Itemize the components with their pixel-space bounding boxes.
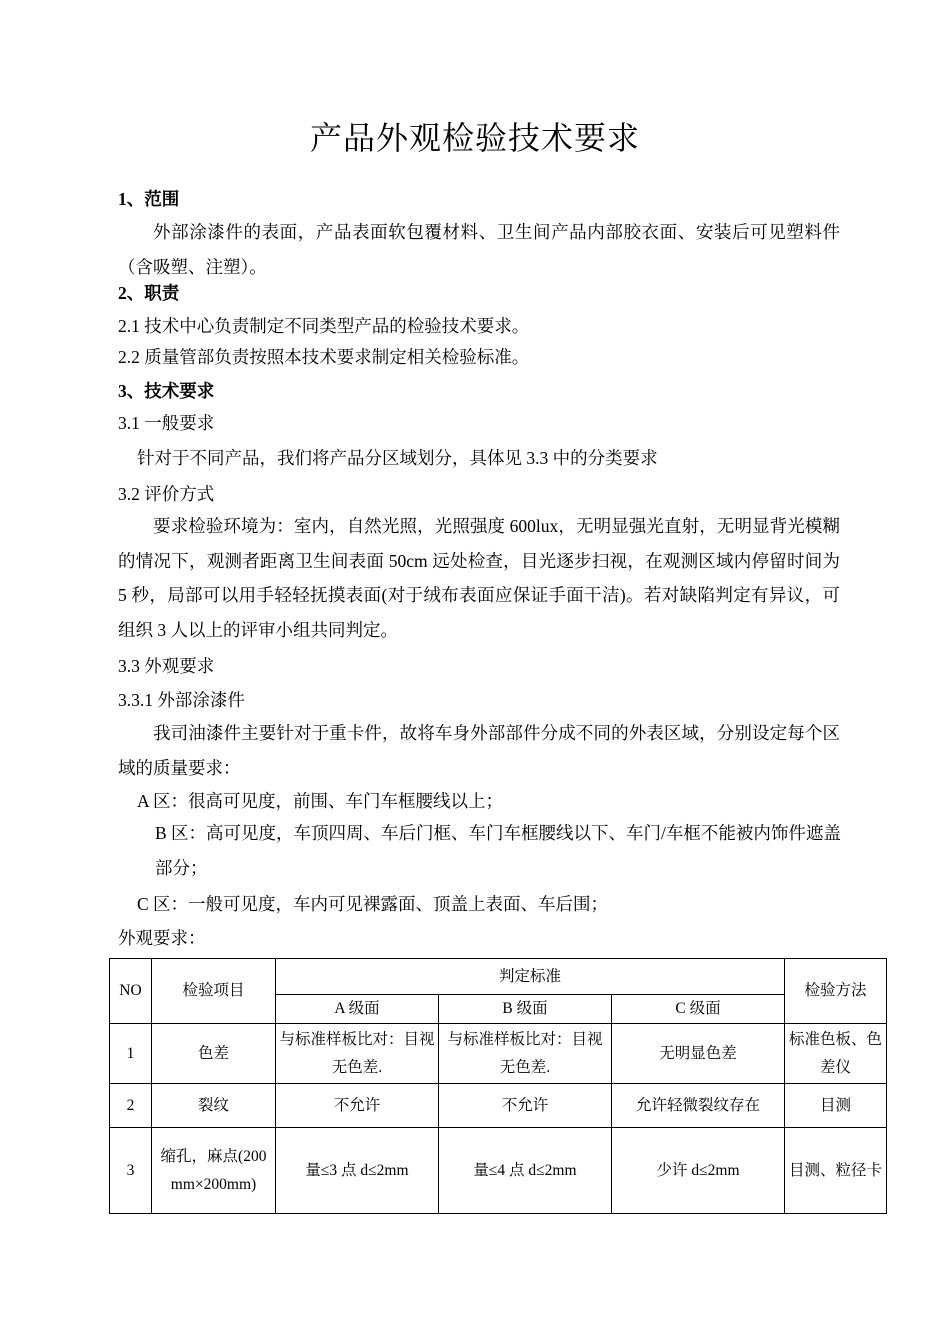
cell-grade-a: 不允许 [276,1084,439,1128]
section-3-3-1-title: 3.3.1 外部涂漆件 [118,690,245,710]
cell-no: 1 [110,1024,152,1084]
section-2-1: 2.1 技术中心负责制定不同类型产品的检验技术要求。 [118,316,530,336]
zone-c-text: C 区：一般可见度，车内可见裸露面、顶盖上表面、车后围； [137,894,609,914]
header-item: 检验项目 [152,959,276,1024]
section-3-2-title: 3.2 评价方式 [118,484,215,504]
cell-grade-a: 量≤3 点 d≤2mm [276,1128,439,1214]
table-row [110,1024,887,1084]
cell-grade-c: 无明显色差 [612,1024,785,1084]
inspection-table [109,958,887,1214]
header-criteria: 判定标准 [276,959,785,995]
cell-grade-c: 允许轻微裂纹存在 [612,1084,785,1128]
section-3-heading: 3、技术要求 [118,381,215,401]
cell-grade-b: 与标准样板比对：目视无色差. [439,1024,612,1084]
cell-method: 标准色板、色差仪 [785,1024,887,1084]
document-title: 产品外观检验技术要求 [309,119,640,157]
header-method: 检验方法 [785,959,887,1024]
cell-no: 2 [110,1084,152,1128]
section-2-heading: 2、职责 [118,283,180,303]
section-3-1-title: 3.1 一般要求 [118,413,215,433]
cell-item: 裂纹 [152,1084,276,1128]
section-1-heading: 1、范围 [118,189,180,209]
cell-method: 目测 [785,1084,887,1128]
zone-a-text: A 区：很高可见度，前围、车门车框腰线以上； [137,791,504,811]
table-row [110,1084,887,1128]
cell-no: 3 [110,1128,152,1214]
header-grade-b: B 级面 [439,995,612,1024]
appearance-label: 外观要求： [118,928,206,948]
cell-method: 目测、粒径卡 [785,1128,887,1214]
header-grade-c: C 级面 [612,995,785,1024]
section-3-3-1-paragraph: 我司油漆件主要针对于重卡件，故将车身外部部件分成不同的外表区域，分别设定每个区域的质量要求： [118,723,840,778]
header-grade-a: A 级面 [276,995,439,1024]
cell-grade-c: 少许 d≤2mm [612,1128,785,1214]
section-2-2: 2.2 质量管部负责按照本技术要求制定相关检验标准。 [118,347,530,367]
section-3-1-text: 针对于不同产品，我们将产品分区域划分，具体见 3.3 中的分类要求 [137,448,658,468]
table-header-row [110,959,887,995]
section-1-paragraph: 外部涂漆件的表面，产品表面软包覆材料、卫生间产品内部胶衣面、安装后可见塑料件（含吸塑、注塑）。 [118,222,840,277]
section-3-2-paragraph: 要求检验环境为：室内，自然光照，光照强度 600lux，无明显强光直射，无明显背光模糊的情况下，观测者距离卫生间表面 50cm 远处检查，目光逐步扫视，在观测区域内停留时间为 5 秒，局部可以用手轻轻抚摸表面(对于绒布表面应保证手面干洁)。若对缺陷判定有异议，可组织 3 人以上的评审小组共同判定。 [118,516,840,640]
header-no: NO [110,959,152,1024]
section-3-3-title: 3.3 外观要求 [118,656,215,676]
cell-item: 色差 [152,1024,276,1084]
cell-item: 缩孔，麻点(200mm×200mm) [152,1128,276,1214]
zone-b-text: B 区：高可见度，车顶四周、车后门框、车门车框腰线以下、车门/车框不能被内饰件遮盖部分； [155,823,841,878]
cell-grade-b: 量≤4 点 d≤2mm [439,1128,612,1214]
table-row [110,1128,887,1214]
cell-grade-b: 不允许 [439,1084,612,1128]
cell-grade-a: 与标准样板比对：目视无色差. [276,1024,439,1084]
